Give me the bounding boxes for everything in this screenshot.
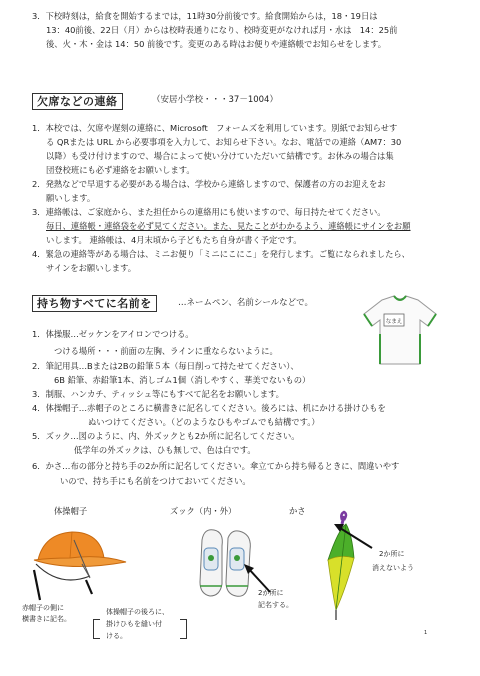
cap-label: 体操帽子 bbox=[54, 506, 88, 516]
gym-shirt-icon bbox=[360, 294, 440, 366]
absence-item-1-line-2: る QRまたは URL から必要事項を入力して、お知らせ下さい。なお、電話での連絡（AM7：30 bbox=[46, 137, 402, 147]
absence-item-2-line-2: 願いします。 bbox=[46, 193, 96, 203]
belongings-item-4-line-2: ぬいつけてください。（どのようなひもやゴムでも結構です。） bbox=[88, 417, 320, 427]
absence-item-4-line-1: 4．緊急の連絡等がある場合は、ミニお便り「ミニにこにこ」を発行します。ご覧になられましたら、 bbox=[32, 249, 410, 259]
absence-header: 欠席などの連絡 bbox=[32, 93, 123, 110]
absence-item-1-line-3: 以降）も受け付けますので、場合によって使い分けていただいて結構です。お休みの場合は集 bbox=[46, 151, 394, 161]
shoes-note-line-2: 記名する。 bbox=[258, 601, 293, 609]
gym-cap-icon bbox=[30, 520, 130, 600]
absence-item-2-line-1: 2．発熱などで早退する必要がある場合は、学校から連絡しますので、保護者の方のお迎えをお bbox=[32, 179, 386, 189]
absence-phone-note: （安居小学校・・・37－1004） bbox=[152, 95, 278, 105]
belongings-item-4-line-1: 4．体操帽子…赤帽子のところに横書きに記名してください。後ろには、机にかける掛けひもを bbox=[32, 403, 386, 413]
cap-note-2-line-2: 掛けひもを縫い付 bbox=[106, 620, 162, 628]
bracket-right bbox=[180, 619, 187, 639]
absence-item-3-line-2: 毎日、連絡帳・連絡袋を必ず見てください。また、見たことがわかるよう、連絡帳にサインをお願 bbox=[46, 221, 411, 231]
belongings-item-3: 3．制服、ハンカチ、ティッシュ等にもすべて記名をお願いします。 bbox=[32, 389, 284, 399]
belongings-item-1-line-1: 1．体操服…ゼッケンをアイロンでつける。 bbox=[32, 329, 194, 339]
shirt-name-tag: なまえ bbox=[385, 319, 403, 325]
dismissal-line-2: 13：40前後、22日（月）からは校時表通りになり、校時変更がなければ月・水は 14：25前 bbox=[46, 25, 398, 35]
belongings-item-5-line-1: 5．ズック…図のように、内、外ズックとも2か所に記名してください。 bbox=[32, 431, 300, 441]
bracket-left bbox=[93, 619, 100, 639]
page-number: 1 bbox=[424, 630, 428, 636]
absence-item-3-line-1: 3．連絡帳は、ご家庭から、また担任からの連絡用にも使いますので、毎日持たせてください。 bbox=[32, 207, 386, 217]
belongings-item-6-line-1: 6．かさ…布の部分と持ち手の2か所に記名してください。傘立てから持ち帰るときに、間違いやす bbox=[32, 461, 400, 471]
dismissal-line-3: 後、火・木・金は 14：50 前後です。変更のある時はお便りや連絡帳でお知らせをします。 bbox=[46, 39, 387, 49]
belongings-item-1-line-2: つける場所・・・前面の左胸、ラインに重ならないように。 bbox=[54, 346, 278, 356]
shoes-note-line-1: 2か所に bbox=[258, 589, 284, 597]
belongings-header: 持ち物すべてに名前を bbox=[32, 295, 157, 312]
belongings-item-2-line-2: 6B 鉛筆、赤鉛筆1本、消しゴム1個（消しやすく、華美でないもの） bbox=[54, 375, 311, 385]
dismissal-line-1: 3．下校時刻は，給食を開始するまでは，11時30分前後です。給食開始からは，18・19日は bbox=[32, 11, 378, 21]
cap-note-2-line-1: 体操帽子の後ろに、 bbox=[106, 608, 169, 616]
belongings-item-5-line-2: 低学年の外ズックは、ひも無しで、色は白です。 bbox=[74, 445, 256, 455]
absence-item-3-line-3: いします。 連絡帳は、4月末頃から子どもたち自身が書く予定です。 bbox=[46, 235, 302, 245]
absence-item-1-line-1: 1．本校では、欠席や遅刻の連絡に、Microsoft フォームズを利用しています。別紙でお知らせす bbox=[32, 123, 398, 133]
absence-item-4-line-2: サインをお願いします。 bbox=[46, 263, 137, 273]
umbrella-note-line-2: 消えないよう bbox=[372, 564, 414, 572]
shoes-label: ズック（内・外） bbox=[170, 506, 237, 516]
belongings-note: …ネームペン、名前シールなどで。 bbox=[178, 298, 313, 308]
umbrella-label: かさ bbox=[289, 506, 306, 516]
cap-note-2-line-3: ける。 bbox=[106, 632, 127, 640]
belongings-item-6-line-2: いので、持ち手にも名前をつけておいてください。 bbox=[60, 476, 251, 486]
umbrella-note-line-1: 2か所に bbox=[379, 550, 405, 558]
cap-note-1-line-1: 赤帽子の側に bbox=[22, 604, 64, 612]
umbrella-arrow-icon bbox=[318, 518, 378, 558]
absence-item-1-line-4: 団登校班にも必ず連絡をお願いします。 bbox=[46, 165, 195, 175]
cap-note-1-line-2: 横書きに記名。 bbox=[22, 615, 71, 623]
belongings-item-2-line-1: 2．筆記用具…Bまたは2Bの鉛筆５本（毎日削って持たせてください）、 bbox=[32, 361, 299, 371]
